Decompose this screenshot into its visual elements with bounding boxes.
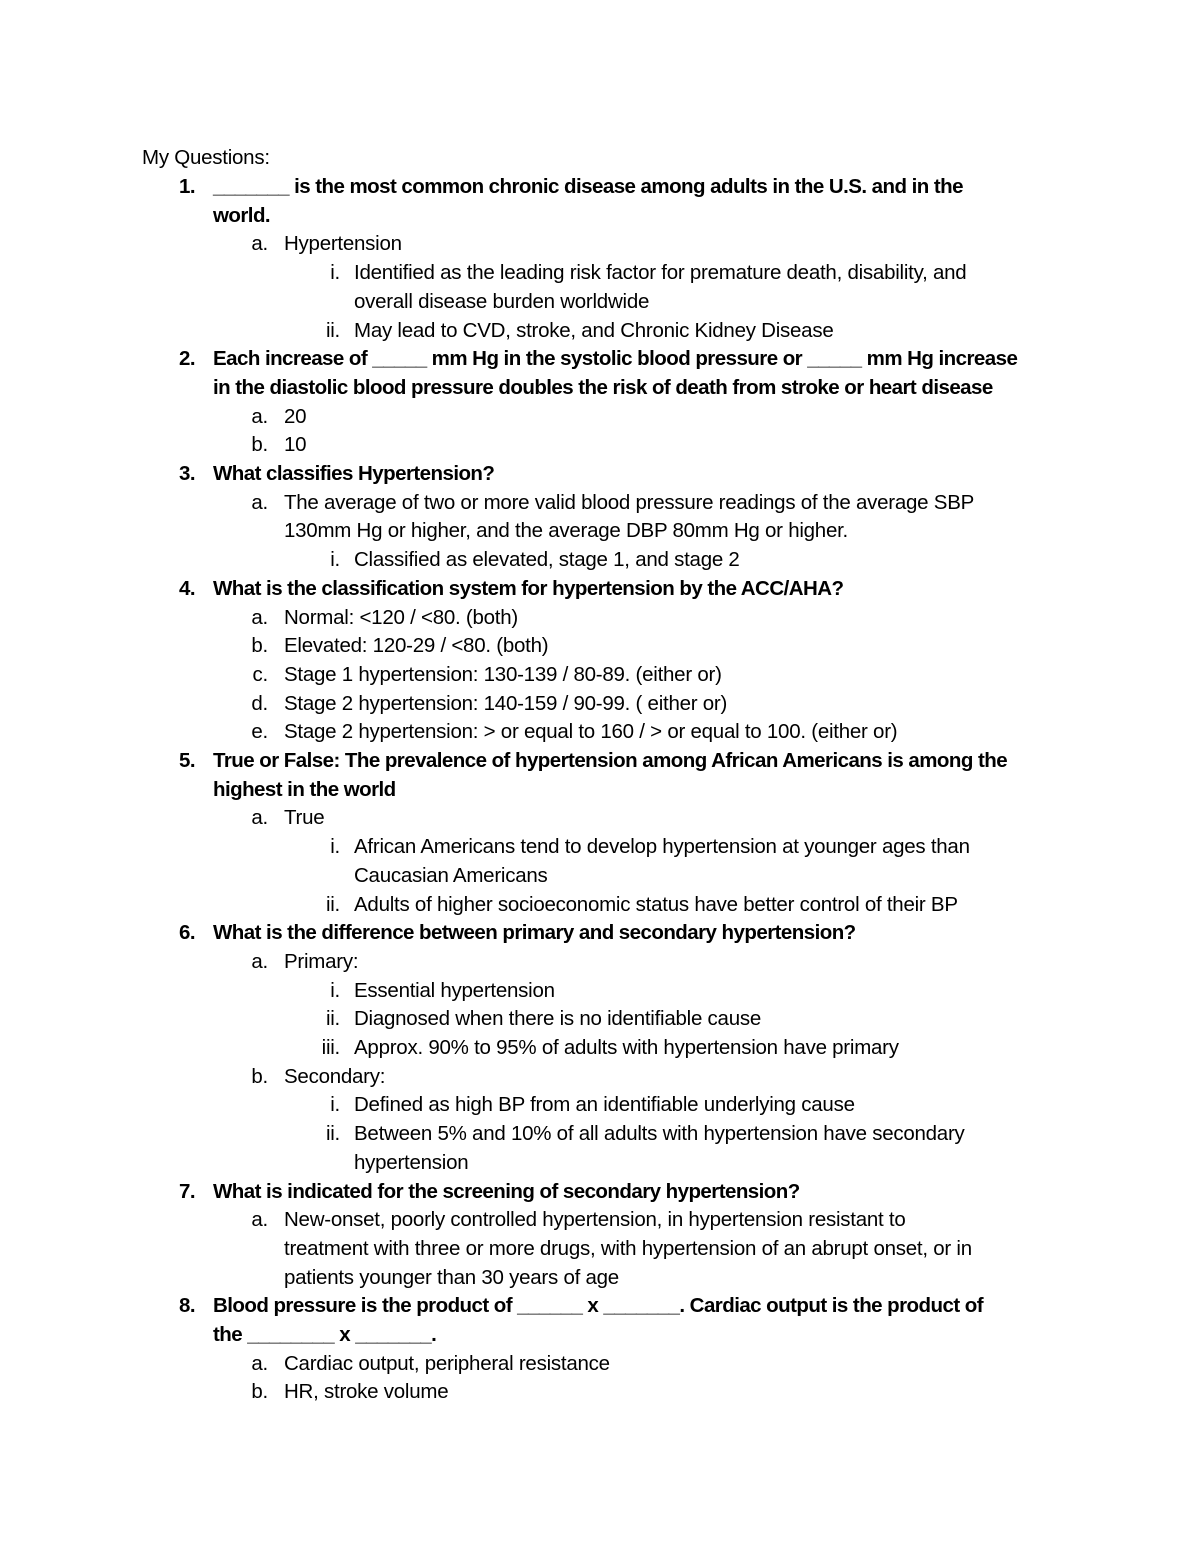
list-marker: ii.	[325, 892, 340, 916]
list-marker: ii.	[325, 318, 340, 342]
line-text: May lead to CVD, stroke, and Chronic Kidney Disease	[354, 318, 834, 342]
line-text: the ________ x _______.	[213, 1323, 437, 1346]
line-text: Hypertension	[284, 232, 402, 256]
line-text: in the diastolic blood pressure doubles the risk of death from stroke or heart disease	[213, 375, 993, 399]
list-marker: i.	[330, 261, 340, 285]
list-marker: d.	[251, 691, 268, 715]
list-marker: 4.	[179, 576, 195, 600]
list-marker: i.	[330, 978, 340, 1002]
line-text: world.	[213, 203, 271, 227]
line-text: Diagnosed when there is no identifiable cause	[354, 1007, 761, 1031]
line-text: HR, stroke volume	[284, 1380, 449, 1404]
line-text: Elevated: 120-29 / <80. (both)	[284, 634, 549, 658]
line-text: treatment with three or more drugs, with hypertension of an abrupt onset, or in	[284, 1236, 972, 1260]
line-text: Between 5% and 10% of all adults with hypertension have secondary	[354, 1122, 965, 1146]
line-text: Cardiac output, peripheral resistance	[284, 1351, 610, 1375]
list-marker: 3.	[179, 462, 195, 485]
line-text: Approx. 90% to 95% of adults with hypertension have primary	[354, 1036, 899, 1059]
list-marker: e.	[251, 720, 268, 744]
line-text: The average of two or more valid blood pressure readings of the average SBP	[284, 490, 975, 514]
list-marker: b.	[251, 1380, 268, 1404]
list-marker: b.	[251, 634, 268, 658]
line-text: highest in the world	[213, 777, 396, 801]
line-text: Blood pressure is the product of ______ x _______. Cardiac output is the product of	[213, 1294, 983, 1318]
line-text: What is indicated for the screening of secondary hypertension?	[213, 1179, 800, 1203]
line-text: Normal: <120 / <80. (both)	[284, 605, 518, 629]
list-marker: a.	[251, 605, 268, 629]
line-text: New-onset, poorly controlled hypertension, in hypertension resistant to	[284, 1208, 906, 1232]
list-marker: 2.	[179, 347, 195, 371]
line-text: overall disease burden worldwide	[354, 289, 650, 313]
list-marker: 5.	[179, 749, 195, 772]
line-text: Identified as the leading risk factor for premature death, disability, and	[354, 261, 967, 285]
line-text: African Americans tend to develop hypertension at younger ages than	[354, 835, 970, 859]
line-text: What classifies Hypertension?	[213, 462, 495, 485]
line-text: Adults of higher socioeconomic status have better control of their BP	[354, 892, 958, 916]
line-text: What is the difference between primary and secondary hypertension?	[213, 921, 856, 945]
list-marker: i.	[330, 835, 340, 859]
list-marker: 1.	[179, 175, 195, 198]
list-marker: i.	[330, 548, 340, 572]
line-text: Classified as elevated, stage 1, and stage 2	[354, 548, 740, 572]
list-marker: ii.	[325, 1007, 340, 1031]
list-marker: b.	[251, 433, 268, 457]
list-marker: 6.	[179, 921, 195, 945]
line-text: Secondary:	[284, 1064, 386, 1088]
line-text: patients younger than 30 years of age	[284, 1265, 619, 1289]
line-text: Stage 2 hypertension: 140-159 / 90-99. ( either or)	[284, 691, 728, 715]
list-marker: a.	[251, 232, 268, 256]
list-marker: b.	[251, 1064, 268, 1088]
page-heading: My Questions:	[142, 146, 270, 169]
line-text: 130mm Hg or higher, and the average DBP 80mm Hg or higher.	[284, 519, 848, 543]
list-marker: iii.	[321, 1036, 340, 1059]
list-marker: 7.	[179, 1179, 195, 1203]
line-text: Essential hypertension	[354, 978, 555, 1002]
list-marker: 8.	[179, 1294, 195, 1318]
list-marker: a.	[251, 806, 268, 830]
list-marker: ii.	[325, 1122, 340, 1146]
line-text: What is the classification system for hypertension by the ACC/AHA?	[213, 576, 844, 600]
line-text: Stage 2 hypertension: > or equal to 160 / > or equal to 100. (either or)	[284, 720, 898, 744]
list-marker: a.	[251, 949, 268, 973]
list-marker: a.	[251, 1208, 268, 1232]
list-marker: a.	[251, 490, 268, 514]
line-text: Caucasian Americans	[354, 863, 548, 887]
line-text: 10	[284, 433, 307, 457]
line-text: True or False: The prevalence of hypertension among African Americans is among the	[213, 749, 1008, 772]
line-text: Defined as high BP from an identifiable underlying cause	[354, 1093, 855, 1117]
line-text: Each increase of _____ mm Hg in the systolic blood pressure or _____ mm Hg increase	[213, 347, 1018, 371]
list-marker: i.	[330, 1093, 340, 1117]
line-text: True	[284, 806, 325, 830]
line-text: hypertension	[354, 1150, 469, 1174]
line-text: _______ is the most common chronic disease among adults in the U.S. and in the	[213, 175, 963, 198]
line-text: Primary:	[284, 949, 359, 973]
line-text: Stage 1 hypertension: 130-139 / 80-89. (either or)	[284, 662, 722, 686]
list-marker: a.	[251, 404, 268, 428]
list-marker: c.	[252, 662, 268, 686]
line-text: 20	[284, 404, 307, 428]
list-marker: a.	[251, 1351, 268, 1375]
